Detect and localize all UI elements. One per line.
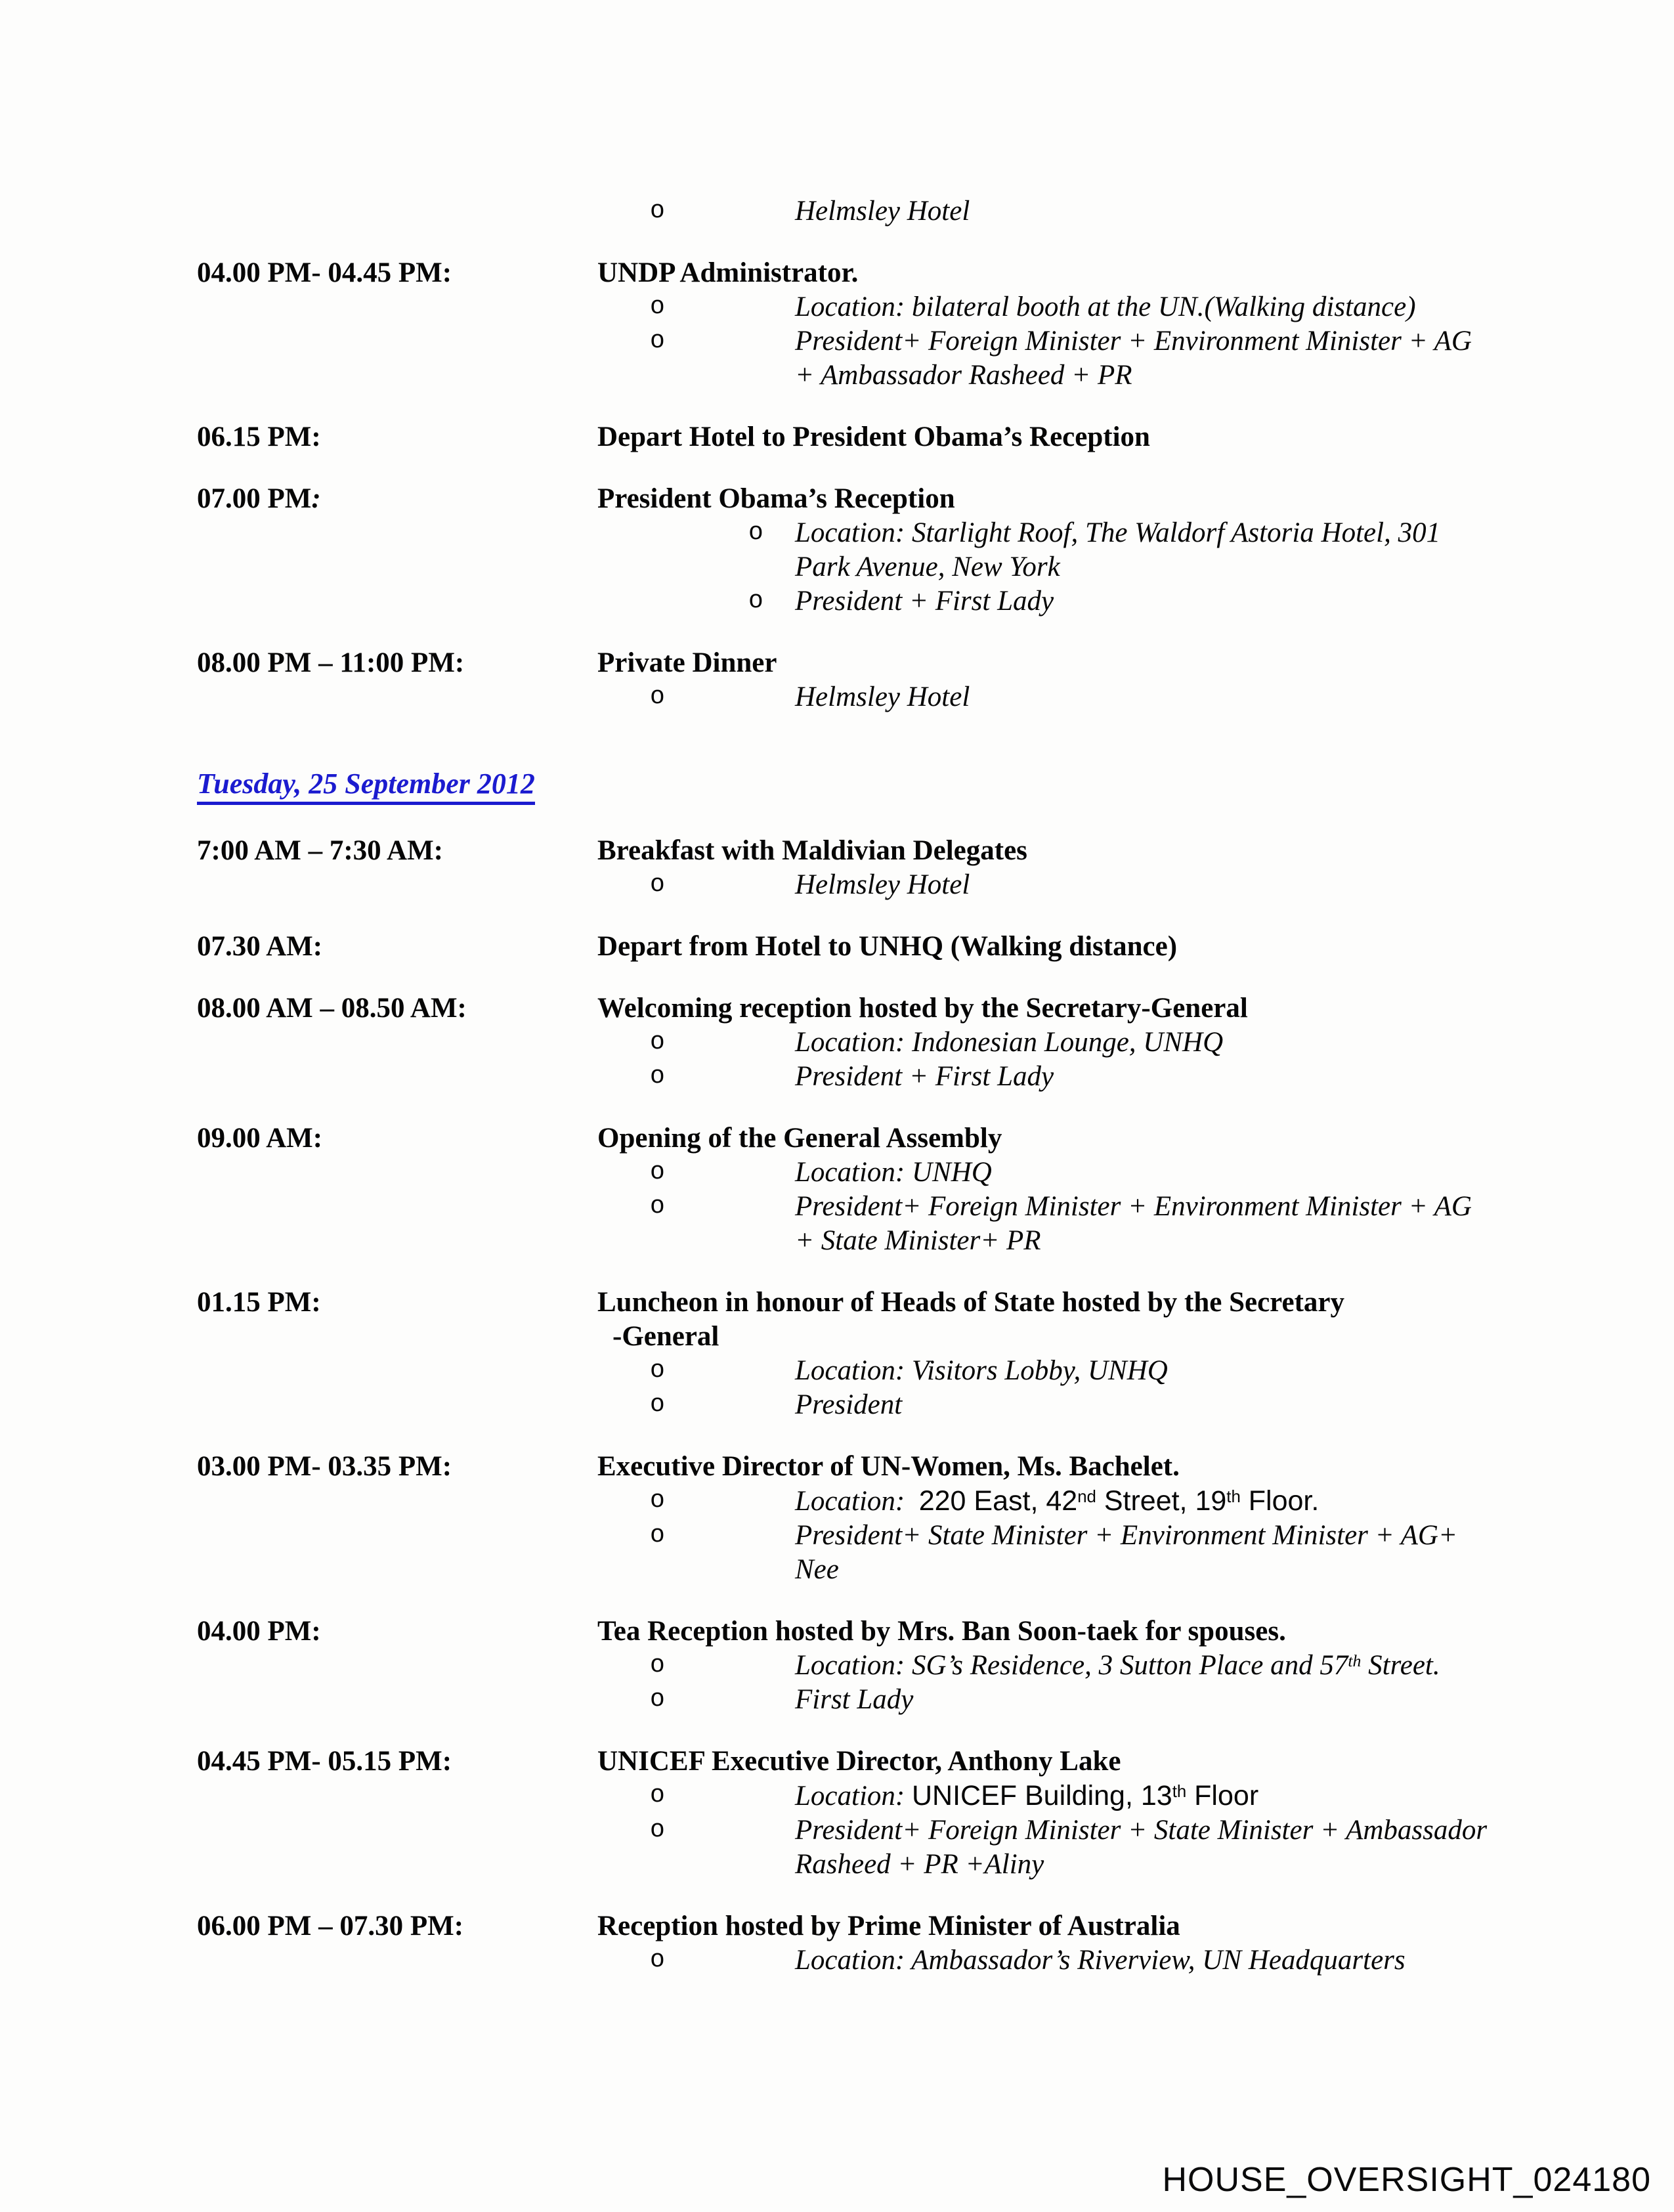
text-segment: Helmsley Hotel <box>795 196 970 227</box>
bullet-text <box>795 1813 1595 1848</box>
schedule-event <box>197 256 1595 393</box>
bullet-text <box>795 1683 1595 1717</box>
bullet-item <box>197 516 1595 550</box>
bullet-marker: o <box>650 1192 665 1221</box>
event-header-row <box>197 1286 1595 1354</box>
text-segment: Helmsley Hotel <box>795 682 970 712</box>
text-segment: President + First Lady <box>795 1061 1054 1092</box>
text-segment: Floor. <box>1240 1485 1320 1517</box>
bullet-continuation-line <box>197 1224 1595 1258</box>
event-titles <box>597 834 1595 868</box>
event-titles <box>597 482 1595 516</box>
event-time-colon: : <box>311 483 321 514</box>
bullet-text <box>795 680 1595 714</box>
event-title: Welcoming reception hosted by the Secretary-General <box>597 993 1248 1024</box>
event-title: Private Dinner <box>597 647 777 678</box>
event-titles <box>597 991 1595 1026</box>
bullet-text <box>795 1519 1595 1553</box>
event-title: UNDP Administrator. <box>597 257 859 288</box>
text-segment: Location: Indonesian Lounge, UNHQ <box>795 1027 1224 1058</box>
event-titles <box>597 1286 1595 1354</box>
text-segment: Location: <box>795 1781 912 1811</box>
text-segment: First Lady <box>795 1684 914 1715</box>
event-titles <box>597 1615 1595 1649</box>
bullet-text <box>795 194 1595 228</box>
schedule-event <box>197 482 1595 618</box>
event-titles <box>597 1745 1595 1779</box>
event-header-row <box>197 482 1595 516</box>
event-title: Depart from Hotel to UNHQ (Walking distance) <box>597 931 1178 962</box>
bullet-continuation-line <box>197 550 1595 584</box>
bullet-item <box>197 1190 1595 1224</box>
event-titles <box>597 930 1595 964</box>
bullet-marker: o <box>650 1685 665 1714</box>
event-header-row <box>197 256 1595 290</box>
text-segment: Location: <box>795 1486 919 1517</box>
event-titles <box>597 256 1595 290</box>
event-titles <box>597 1450 1595 1484</box>
bullet-text <box>795 1026 1595 1060</box>
event-title: Executive Director of UN-Women, Ms. Bachelet. <box>597 1451 1180 1482</box>
bullet-item <box>197 584 1595 618</box>
bullet-item <box>197 1683 1595 1717</box>
text-segment: + Ambassador Rasheed + PR <box>795 360 1132 391</box>
event-time: 04.45 PM- 05.15 PM: <box>197 1746 452 1777</box>
text-segment: Rasheed + PR +Aliny <box>795 1849 1044 1880</box>
bullet-text <box>795 1943 1595 1978</box>
bullet-marker: o <box>650 1946 665 1974</box>
schedule-event <box>197 420 1595 454</box>
bullet-text <box>795 1156 1595 1190</box>
bullet-marker: o <box>650 683 665 711</box>
bullet-item <box>197 1156 1595 1190</box>
bullet-marker: o <box>650 1158 665 1186</box>
bullet-item <box>197 1813 1595 1848</box>
bullet-text <box>795 516 1595 550</box>
schedule-event <box>197 194 1595 228</box>
bullet-item <box>197 1519 1595 1553</box>
bullet-text <box>795 1388 1595 1422</box>
bullet-marker: o <box>650 871 665 899</box>
text-segment: Nee <box>795 1554 839 1585</box>
text-segment: Location: SG’s Residence, 3 Sutton Place and 57 <box>795 1650 1348 1681</box>
event-titles <box>597 646 1595 680</box>
text-segment: President+ Foreign Minister + Environment Minister + AG <box>795 326 1472 357</box>
event-header-row <box>197 646 1595 680</box>
footer-stamp: HOUSE_OVERSIGHT_024180 <box>1162 2161 1651 2199</box>
event-time: 01.15 PM: <box>197 1287 321 1318</box>
schedule-event <box>197 1909 1595 1978</box>
bullet-marker: o <box>650 1816 665 1844</box>
event-header-row <box>197 1450 1595 1484</box>
text-segment: President+ State Minister + Environment Minister + AG+ <box>795 1520 1457 1551</box>
bullet-marker: o <box>748 587 763 615</box>
event-header-row <box>197 420 1595 454</box>
bullet-item <box>197 1354 1595 1388</box>
event-time: 04.00 PM: <box>197 1616 321 1647</box>
event-time: 08.00 PM – 11:00 PM: <box>197 647 465 678</box>
bullet-item <box>197 868 1595 902</box>
event-time: 06.00 PM – 07.30 PM: <box>197 1911 464 1941</box>
bullet-text <box>795 324 1595 358</box>
event-header-row <box>197 1745 1595 1779</box>
bullet-continuation-line <box>197 358 1595 393</box>
event-title: Breakfast with Maldivian Delegates <box>597 835 1027 866</box>
schedule-event <box>197 1286 1595 1422</box>
bullet-marker: o <box>650 197 665 225</box>
event-time: 08.00 AM – 08.50 AM: <box>197 993 467 1024</box>
bullet-marker: o <box>650 1781 665 1810</box>
bullet-text <box>795 868 1595 902</box>
bullet-marker: o <box>650 1028 665 1056</box>
event-header-row <box>197 930 1595 964</box>
bullet-marker: o <box>650 1521 665 1550</box>
schedule-event <box>197 646 1595 714</box>
bullet-marker: o <box>650 1356 665 1385</box>
event-header-row <box>197 834 1595 868</box>
bullet-text <box>795 1649 1595 1683</box>
event-time: 7:00 AM – 7:30 AM: <box>197 835 443 866</box>
text-segment: Floor <box>1186 1780 1259 1811</box>
event-title: -General <box>612 1321 719 1352</box>
bullet-marker: o <box>650 293 665 321</box>
bullet-text <box>795 1779 1595 1813</box>
text-segment: President+ Foreign Minister + Environment Minister + AG <box>795 1191 1472 1222</box>
bullet-marker: o <box>748 519 763 547</box>
date-heading <box>197 766 1595 802</box>
bullet-item <box>197 1943 1595 1978</box>
event-titles <box>597 1121 1595 1156</box>
bullet-marker: o <box>650 1651 665 1680</box>
event-titles <box>597 420 1595 454</box>
text-segment: Location: UNHQ <box>795 1157 992 1188</box>
schedule-event <box>197 1450 1595 1587</box>
event-header-row <box>197 991 1595 1026</box>
bullet-text <box>795 1060 1595 1094</box>
text-segment: Helmsley Hotel <box>795 869 970 900</box>
schedule-event <box>197 1745 1595 1882</box>
text-segment: Street, 19 <box>1096 1485 1227 1517</box>
bullet-item <box>197 194 1595 228</box>
text-segment: nd <box>1077 1488 1096 1507</box>
event-title: Depart Hotel to President Obama’s Reception <box>597 422 1150 452</box>
text-segment: 220 East, 42 <box>918 1485 1078 1517</box>
bullet-text <box>795 1190 1595 1224</box>
event-time: 09.00 AM: <box>197 1123 323 1154</box>
schedule-event <box>197 1615 1595 1717</box>
bullet-continuation-line <box>197 1553 1595 1587</box>
bullet-marker: o <box>650 327 665 355</box>
event-title: President Obama’s Reception <box>597 483 955 514</box>
text-segment: Street. <box>1361 1650 1440 1681</box>
bullet-item <box>197 1779 1595 1813</box>
text-segment: Park Avenue, New York <box>795 552 1060 582</box>
event-time: 03.00 PM- 03.35 PM: <box>197 1451 452 1482</box>
bullet-continuation-line <box>197 1848 1595 1882</box>
bullet-item <box>197 290 1595 324</box>
event-title: UNICEF Executive Director, Anthony Lake <box>597 1746 1121 1777</box>
text-segment: th <box>1172 1783 1187 1802</box>
event-title: Luncheon in honour of Heads of State hosted by the Secretary <box>597 1287 1344 1318</box>
text-segment: President+ Foreign Minister + State Minister + Ambassador <box>795 1815 1488 1846</box>
text-segment: th <box>1226 1488 1241 1507</box>
bullet-item <box>197 680 1595 714</box>
text-segment: Location: Ambassador’s Riverview, UN Headquarters <box>795 1945 1406 1976</box>
text-segment: President <box>795 1389 903 1420</box>
schedule-event <box>197 930 1595 964</box>
event-header-row <box>197 1615 1595 1649</box>
event-titles <box>597 1909 1595 1943</box>
bullet-marker: o <box>650 1391 665 1419</box>
event-time: 07.30 AM: <box>197 931 323 962</box>
schedule-event <box>197 991 1595 1094</box>
text-segment: President + First Lady <box>795 586 1054 617</box>
bullet-item <box>197 324 1595 358</box>
event-title: Opening of the General Assembly <box>597 1123 1002 1154</box>
text-segment: UNICEF Building, 13 <box>911 1780 1172 1811</box>
bullet-text <box>795 1354 1595 1388</box>
bullet-item <box>197 1060 1595 1094</box>
schedule-event <box>197 834 1595 902</box>
text-segment: Location: Visitors Lobby, UNHQ <box>795 1355 1168 1386</box>
event-title: Reception hosted by Prime Minister of Australia <box>597 1911 1180 1941</box>
document-blocks <box>197 194 1595 1978</box>
bullet-item <box>197 1649 1595 1683</box>
bullet-marker: o <box>650 1486 665 1515</box>
event-header-row <box>197 1909 1595 1943</box>
text-segment: Location: bilateral booth at the UN.(Walking distance) <box>795 292 1416 322</box>
text-segment: + State Minister+ PR <box>795 1225 1041 1256</box>
bullet-item <box>197 1484 1595 1519</box>
event-title: Tea Reception hosted by Mrs. Ban Soon-taek for spouses. <box>597 1616 1286 1647</box>
bullet-item <box>197 1026 1595 1060</box>
schedule-event <box>197 1121 1595 1258</box>
event-time: 06.15 PM: <box>197 422 321 452</box>
event-header-row <box>197 1121 1595 1156</box>
bullet-text <box>795 584 1595 618</box>
event-time: 04.00 PM- 04.45 PM: <box>197 257 452 288</box>
text-segment: Location: Starlight Roof, The Waldorf Astoria Hotel, 301 <box>795 517 1441 548</box>
event-time: 07.00 PM: <box>197 483 321 514</box>
text-segment: th <box>1348 1651 1362 1671</box>
bullet-text <box>795 290 1595 324</box>
date-heading-text: Tuesday, 25 September 2012 <box>197 768 535 805</box>
bullet-marker: o <box>650 1062 665 1091</box>
bullet-item <box>197 1388 1595 1422</box>
bullet-text <box>795 1484 1595 1519</box>
